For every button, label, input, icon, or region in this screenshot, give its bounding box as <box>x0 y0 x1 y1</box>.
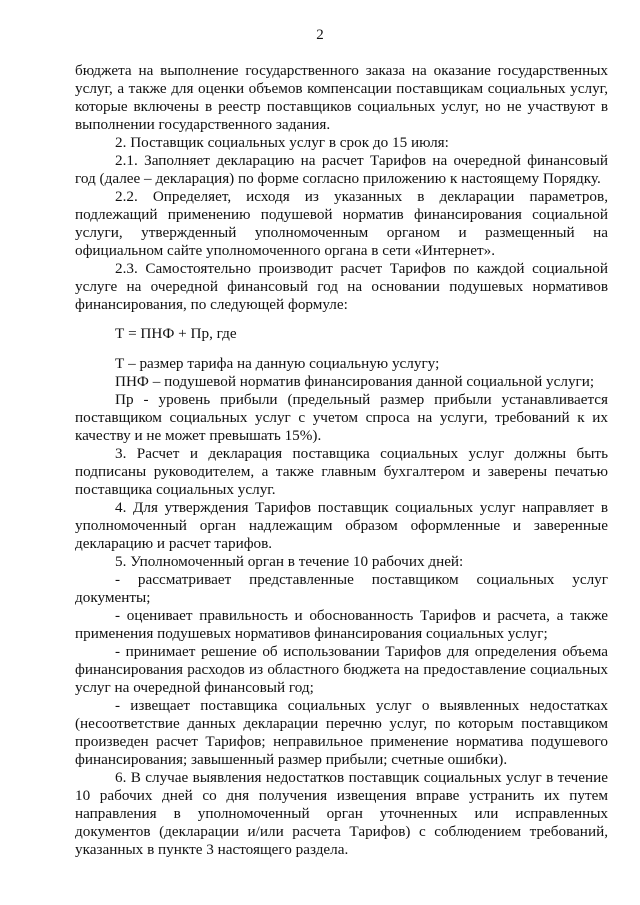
paragraph-3: 3. Расчет и декларация поставщика социальных услуг должны быть подписаны руководителем, а также главным бухгалтером и заверены печатью поставщика социальных услуг. <box>75 445 608 498</box>
list-item-decides: - принимает решение об использовании Тарифов для определения объема финансирования расходов из областного бюджета на предоставление социальных услуг на очередной финансовый год; <box>75 643 608 696</box>
list-item-reviews: - рассматривает представленные поставщиком социальных услуг документы; <box>75 571 608 606</box>
paragraph-5: 5. Уполномоченный орган в течение 10 рабочих дней: <box>115 553 464 570</box>
list-item-notifies: - извещает поставщика социальных услуг о выявленных недостатках (несоответствие данных декларации перечню услуг, по которым поставщиком произведен расчет Тарифов; неправильное применение норматива подушевого финансирования; завышенный размер прибыли; счетные ошибки). <box>75 697 608 768</box>
paragraph-2-2: 2.2. Определяет, исходя из указанных в декларации параметров, подлежащий применению подушевой норматив финансирования социальной услуги, утвержденный уполномоченным органом и размещенный на официальном сайте уполномоченного органа в сети «Интернет». <box>75 188 608 259</box>
tariff-formula: Т = ПНФ + Пр, где <box>115 325 237 342</box>
list-item-evaluates: - оценивает правильность и обоснованность Тарифов и расчета, а также применения подушевых нормативов финансирования социальных услуг; <box>75 607 608 642</box>
document-body <box>75 62 608 859</box>
paragraph-budget-continuation: бюджета на выполнение государственного заказа на оказание государственных услуг, а также для оценки объемов компенсации поставщикам социальных услуг, которые включены в реестр поставщиков социальных услуг, но не участвуют в выполнении государственного задания. <box>75 62 608 133</box>
paragraph-2-1: 2.1. Заполняет декларацию на расчет Тарифов на очередной финансовый год (далее – декларация) по форме согласно приложению к настоящему Порядку. <box>75 152 608 187</box>
paragraph-6: 6. В случае выявления недостатков поставщик социальных услуг в течение 10 рабочих дней со дня получения извещения вправе устранить их путем направления в уполномоченный орган уточненных или исправленных документов (декларации и/или расчета Тарифов) с соблюдением требований, указанных в пункте 3 настоящего раздела. <box>75 769 608 858</box>
formula-term-t: Т – размер тарифа на данную социальную услугу; <box>115 355 440 372</box>
paragraph-2: 2. Поставщик социальных услуг в срок до 15 июля: <box>115 134 449 151</box>
paragraph-4: 4. Для утверждения Тарифов поставщик социальных услуг направляет в уполномоченный орган надлежащим образом оформленные и заверенные декларацию и расчет тарифов. <box>75 499 608 552</box>
paragraph-2-3: 2.3. Самостоятельно производит расчет Тарифов по каждой социальной услуге на очередной финансовый год на основании подушевых нормативов финансирования, по следующей формуле: <box>75 260 608 313</box>
formula-term-pnf: ПНФ – подушевой норматив финансирования данной социальной услуги; <box>115 373 595 390</box>
formula-term-pr: Пр - уровень прибыли (предельный размер прибыли устанавливается поставщиком социальных услуг с учетом спроса на услуги, требований к их качеству и не может превышать 15%). <box>75 391 608 444</box>
page-number: 2 <box>316 27 324 43</box>
